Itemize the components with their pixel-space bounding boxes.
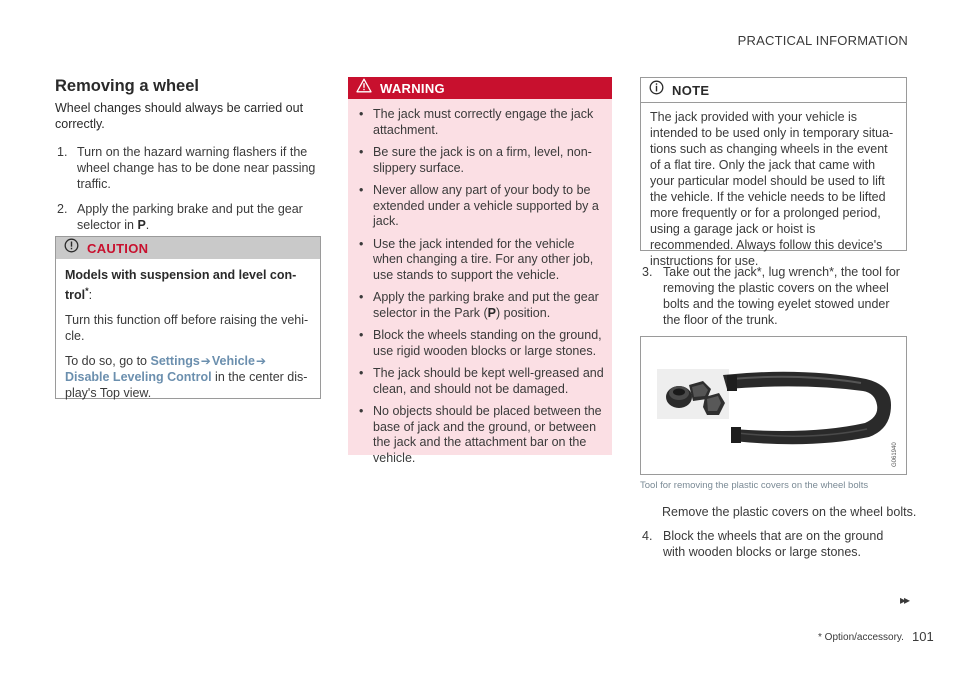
list-item — [640, 528, 908, 560]
list-item: • The jack must correctly engage the jack attachment. — [359, 107, 594, 137]
step-text: Turn on the hazard warning flashers if the wheel change has to be done near passing traffic. — [77, 145, 316, 191]
warning-text: Never allow any part of your body to be extended under a vehicle supported by a jack. — [373, 183, 599, 228]
settings-link[interactable]: Settings — [150, 354, 200, 369]
list-item: • Never allow any part of your body to be extended under a vehicle supported by a jack. — [359, 183, 599, 228]
warning-text: Be sure the jack is on a firm, level, non-slippery surface. — [373, 145, 592, 175]
list-item: • The jack should be kept well-greased and clean, and should not be damaged. — [359, 366, 604, 396]
caution-title: CAUTION — [87, 240, 149, 256]
list-item: • Block the wheels standing on the ground, use rigid wooden blocks or large stones. — [359, 328, 602, 358]
arrow-right-icon: ➔ — [200, 354, 211, 369]
cover-removal-tool-image — [641, 337, 906, 474]
note-title: NOTE — [672, 82, 710, 98]
list-item: • Use the jack intended for the vehicle when changing a tire. For any other job, use stands to support the vehicle. — [359, 236, 594, 282]
caution-heading — [65, 267, 311, 303]
warning-header — [348, 77, 612, 99]
list-item — [640, 264, 908, 328]
warning-triangle-icon — [356, 78, 372, 98]
warning-text-end: ) position. — [495, 305, 551, 320]
step-three — [640, 264, 908, 337]
gear-letter: P — [137, 218, 146, 232]
caution-body — [56, 259, 320, 401]
info-circle-icon — [649, 80, 664, 100]
disable-leveling-link[interactable]: Disable Leveling Control — [65, 370, 212, 385]
list-item: • No objects should be placed between the base of jack and the ground, or between the jack and the attachment bar on the vehicle. — [359, 404, 602, 465]
caution-heading-text: Models with suspension and level con-trol — [65, 268, 297, 303]
option-star: * — [85, 286, 89, 296]
goto-suffix: in the center dis-play's Top view. — [65, 370, 308, 401]
heading-colon: : — [88, 288, 93, 303]
warning-list — [348, 99, 612, 466]
step-text: Block the wheels that are on the ground with wooden blocks or large stones. — [663, 529, 884, 559]
step-four — [640, 528, 908, 569]
list-item — [55, 201, 320, 233]
caution-box — [55, 236, 321, 399]
list-item: • Apply the parking brake and put the gear selector in the Park (P) position. — [359, 290, 599, 320]
remove-covers-text: Remove the plastic covers on the wheel bolts. — [662, 505, 917, 519]
section-header: PRACTICAL INFORMATION — [737, 33, 908, 48]
step-number: 3. — [642, 265, 653, 279]
continue-arrows-icon: ▸▸ — [900, 593, 909, 607]
step-text: Take out the jack*, lug wrench*, the tool for removing the plastic covers on the wheel bolts and the towing eyelet stowed under the floor of the trunk. — [663, 265, 900, 327]
warning-box — [348, 77, 612, 465]
step-text-end: . — [145, 218, 150, 232]
warning-text: No objects should be placed between the base of jack and the ground, or between the jack and the attachment bar on the vehicle. — [373, 404, 602, 465]
caution-line: Turn this function off before raising the vehi-cle. — [65, 313, 309, 344]
step-text: Apply the parking brake and put the gear selector in — [77, 202, 303, 232]
note-header — [641, 78, 906, 103]
warning-text: Block the wheels standing on the ground, use rigid wooden blocks or large stones. — [373, 328, 602, 358]
page-title: Removing a wheel — [55, 77, 199, 95]
caution-goto — [65, 353, 311, 401]
arrow-right-icon: ➔ — [255, 354, 267, 369]
image-caption: Tool for removing the plastic covers on the wheel bolts — [640, 480, 869, 491]
left-column — [55, 77, 320, 242]
footnote: * Option/accessory. — [818, 632, 904, 643]
list-item: • Be sure the jack is on a firm, level, non-slippery surface. — [359, 145, 592, 175]
vehicle-link[interactable]: Vehicle — [211, 354, 255, 369]
list-item — [55, 144, 320, 192]
step-number: 1. — [57, 145, 68, 159]
caution-header — [56, 237, 320, 259]
warning-text: Apply the parking brake and put the gear selector in the Park ( — [373, 290, 599, 320]
park-letter: P — [487, 305, 496, 320]
note-body: The jack provided with your vehicle is intended to be used only in temporary situa-tions such as changing wheels in the event of a flat tire. Only the jack that came with your particular model should be used to lift the vehicle. If the vehicle needs to be lifted more frequently or for a prolonged period, using a garage jack or hoist is recommended. Always follow this device's instructions for use. — [650, 110, 894, 268]
goto-prefix: To do so, go to — [65, 354, 151, 369]
image-code: G061940 — [892, 442, 898, 467]
step-number: 4. — [642, 529, 653, 543]
tool-illustration — [640, 336, 907, 475]
warning-text: The jack should be kept well-greased and clean, and should not be damaged. — [373, 366, 604, 396]
intro-text: Wheel changes should always be carried out correctly. — [55, 101, 304, 131]
warning-text: Use the jack intended for the vehicle when changing a tire. For any other job, use stands to support the vehicle. — [373, 236, 594, 282]
step-number: 2. — [57, 202, 68, 216]
note-box — [640, 77, 907, 268]
warning-title: WARNING — [380, 80, 445, 96]
exclamation-circle-icon — [64, 238, 79, 258]
page-number: 101 — [912, 629, 934, 644]
warning-text: The jack must correctly engage the jack attachment. — [373, 107, 594, 137]
